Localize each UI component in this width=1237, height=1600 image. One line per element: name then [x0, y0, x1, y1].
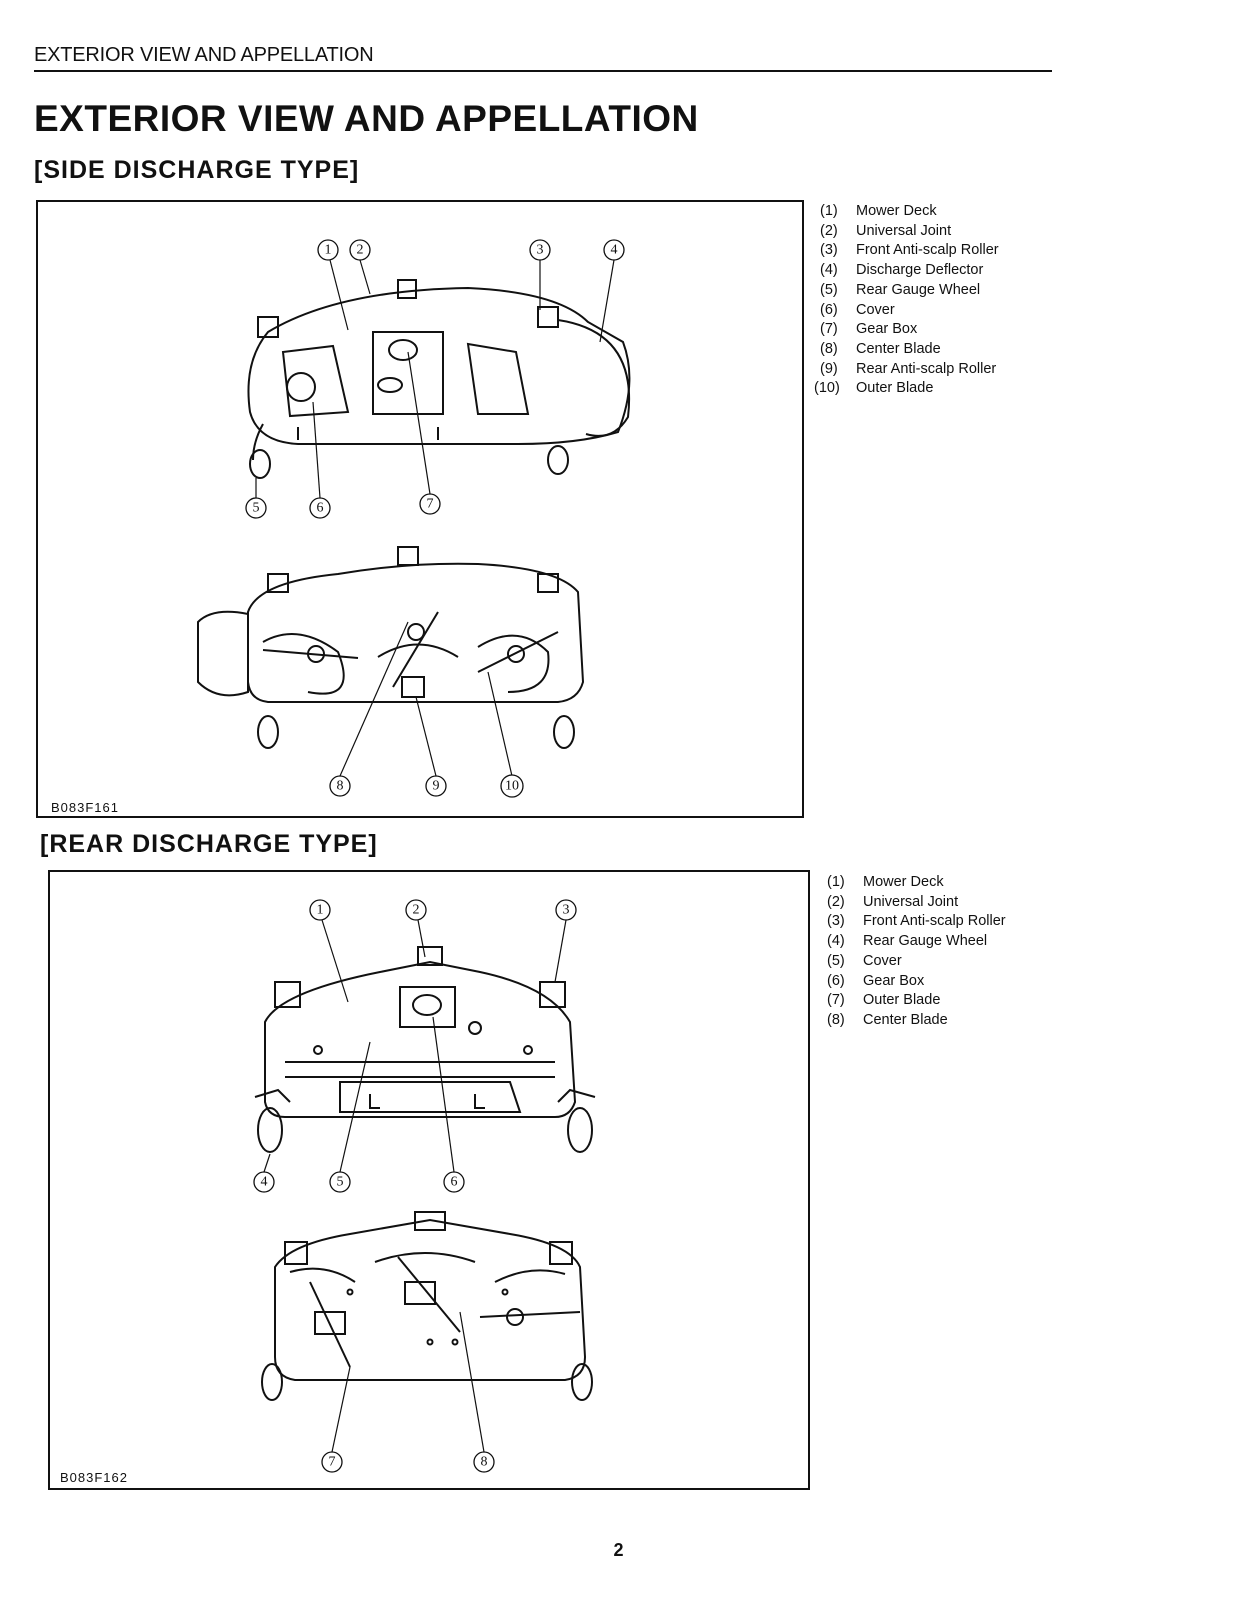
callout-1 — [318, 240, 338, 260]
callout-5 — [246, 498, 266, 518]
legend-item: (10) Outer Blade — [814, 380, 934, 397]
legend-item: (6) Cover — [820, 301, 895, 318]
callout-4 — [604, 240, 624, 260]
running-header: EXTERIOR VIEW AND APPELLATION — [34, 44, 374, 66]
legend-item: (2) Universal Joint — [820, 222, 952, 239]
callout-3 — [556, 900, 576, 920]
legend-item: (9) Rear Anti-scalp Roller — [820, 360, 997, 377]
side-discharge-leaders — [256, 260, 614, 776]
figure-code: B083F161 — [51, 800, 119, 815]
svg-text:2: 2 — [356, 242, 364, 258]
callout-7 — [322, 1452, 342, 1472]
section-title-side-discharge: [SIDE DISCHARGE TYPE] — [34, 156, 360, 184]
legend-item: (5) Cover — [827, 952, 902, 969]
legend-item: (4) Discharge Deflector — [820, 262, 984, 279]
rear-discharge-illustration — [50, 872, 812, 1492]
legend-item: (5) Rear Gauge Wheel — [820, 281, 981, 298]
svg-text:1: 1 — [316, 902, 324, 918]
legend-item: (3) Front Anti-scalp Roller — [820, 242, 999, 259]
legend-item: (3) Front Anti-scalp Roller — [827, 913, 1006, 930]
legend-side-discharge — [814, 202, 999, 399]
legend-item: (7) Outer Blade — [827, 992, 941, 1009]
svg-text:9: 9 — [432, 778, 440, 794]
svg-text:7: 7 — [328, 1454, 336, 1470]
svg-text:8: 8 — [480, 1454, 488, 1470]
svg-text:4: 4 — [260, 1174, 268, 1190]
legend-item: (1) Mower Deck — [820, 203, 937, 219]
callout-2 — [406, 900, 426, 920]
page-number: 2 — [613, 1540, 624, 1560]
callout-9 — [426, 776, 446, 796]
legend-rear-discharge — [827, 873, 1006, 1031]
callout-8 — [330, 776, 350, 796]
svg-text:2: 2 — [412, 902, 420, 918]
section-title-rear-discharge: [REAR DISCHARGE TYPE] — [40, 830, 378, 858]
figure-side-discharge — [36, 200, 804, 818]
rear-discharge-bottom-view — [262, 1212, 592, 1400]
svg-text:10: 10 — [505, 778, 519, 794]
side-discharge-bottom-view — [198, 547, 583, 748]
callout-1 — [310, 900, 330, 920]
legend-item: (8) Center Blade — [827, 1011, 948, 1028]
svg-text:1: 1 — [324, 242, 332, 258]
svg-text:8: 8 — [336, 778, 344, 794]
legend-item: (8) Center Blade — [820, 340, 941, 357]
svg-text:5: 5 — [252, 500, 260, 516]
callout-8 — [474, 1452, 494, 1472]
callout-5 — [330, 1172, 350, 1192]
callout-10 — [501, 775, 523, 797]
callout-4 — [254, 1172, 274, 1192]
callout-6 — [310, 498, 330, 518]
page-title: EXTERIOR VIEW AND APPELLATION — [34, 98, 699, 139]
svg-text:3: 3 — [536, 242, 544, 258]
rear-discharge-top-view — [255, 947, 595, 1152]
header-rule — [34, 70, 1052, 72]
legend-item: (1) Mower Deck — [827, 874, 944, 890]
callout-7 — [420, 494, 440, 514]
svg-text:5: 5 — [336, 1174, 344, 1190]
svg-text:3: 3 — [562, 902, 570, 918]
legend-item: (4) Rear Gauge Wheel — [827, 933, 988, 950]
callout-2 — [350, 240, 370, 260]
callout-3 — [530, 240, 550, 260]
figure-code: B083F162 — [60, 1470, 128, 1485]
svg-text:4: 4 — [610, 242, 618, 258]
svg-text:6: 6 — [450, 1174, 458, 1190]
callout-6 — [444, 1172, 464, 1192]
svg-text:7: 7 — [426, 496, 434, 512]
side-discharge-top-view — [248, 280, 629, 478]
side-discharge-illustration — [38, 202, 806, 820]
legend-item: (2) Universal Joint — [827, 893, 959, 910]
legend-item: (6) Gear Box — [827, 972, 925, 989]
svg-text:6: 6 — [316, 500, 324, 516]
figure-rear-discharge — [48, 870, 810, 1490]
legend-item: (7) Gear Box — [820, 321, 918, 338]
